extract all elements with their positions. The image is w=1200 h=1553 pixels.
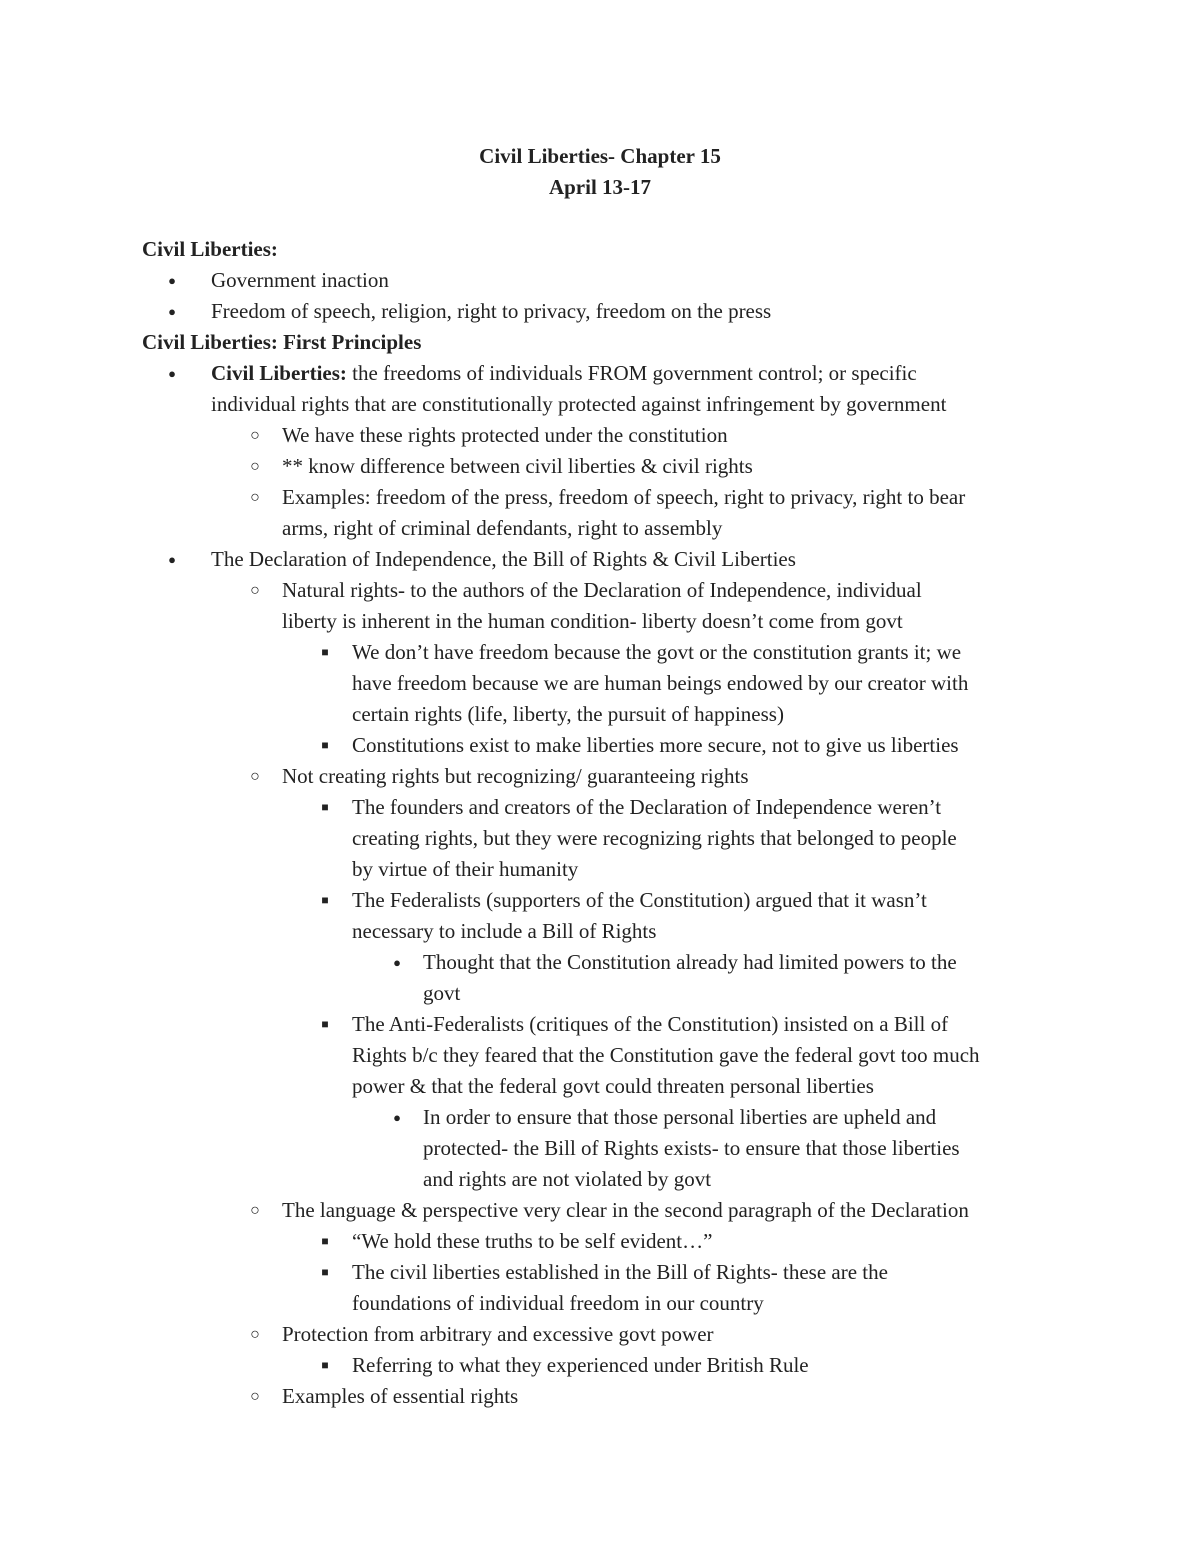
bullet-circle-icon: ○ <box>250 1326 260 1343</box>
list-item: The language & perspective very clear in the second paragraph of the Declaration <box>282 1198 969 1222</box>
bullet-square-icon: ■ <box>321 1358 329 1372</box>
list-item-continued: foundations of individual freedom in our country <box>352 1291 764 1315</box>
list-item: The Declaration of Independence, the Bill of Rights & Civil Liberties <box>211 547 796 571</box>
bullet-dot-icon: ● <box>168 304 176 319</box>
bullet-square-icon: ■ <box>321 1265 329 1279</box>
definition-item <box>211 358 917 389</box>
bullet-circle-icon: ○ <box>250 458 260 475</box>
list-item: We have these rights protected under the constitution <box>282 423 728 447</box>
list-item: The civil liberties established in the Bill of Rights- these are the <box>352 1260 888 1284</box>
bullet-circle-icon: ○ <box>250 1202 260 1219</box>
list-item-continued: power & that the federal govt could threaten personal liberties <box>352 1074 874 1098</box>
list-item-continued: Rights b/c they feared that the Constitution gave the federal govt too much <box>352 1043 980 1067</box>
definition-text-continued: individual rights that are constitutionally protected against infringement by government <box>211 392 947 416</box>
bullet-dot-icon: ● <box>393 955 401 970</box>
list-item: Natural rights- to the authors of the Declaration of Independence, individual <box>282 578 922 602</box>
bullet-circle-icon: ○ <box>250 1388 260 1405</box>
list-item-continued: certain rights (life, liberty, the pursuit of happiness) <box>352 702 784 726</box>
list-item: Constitutions exist to make liberties more secure, not to give us liberties <box>352 733 959 757</box>
bullet-circle-icon: ○ <box>250 582 260 599</box>
list-item: The founders and creators of the Declaration of Independence weren’t <box>352 795 942 819</box>
list-item: The Federalists (supporters of the Constitution) argued that it wasn’t <box>352 888 927 912</box>
page-title: Civil Liberties- Chapter 15 <box>479 144 721 168</box>
definition-text: the freedoms of individuals FROM government control; or specific <box>346 361 917 385</box>
list-item-continued: necessary to include a Bill of Rights <box>352 919 657 943</box>
list-item: Examples of essential rights <box>282 1384 519 1408</box>
list-item-continued: have freedom because we are human beings endowed by our creator with <box>352 671 969 695</box>
list-item: Government inaction <box>211 268 389 292</box>
list-item: Thought that the Constitution already had limited powers to the <box>423 950 957 974</box>
bullet-dot-icon: ● <box>393 1110 401 1125</box>
bullet-dot-icon: ● <box>168 273 176 288</box>
list-item: Protection from arbitrary and excessive govt power <box>282 1322 714 1346</box>
list-item-continued: creating rights, but they were recognizing rights that belonged to people <box>352 826 957 850</box>
definition-term: Civil Liberties: <box>211 361 347 385</box>
list-item: Not creating rights but recognizing/ guaranteeing rights <box>282 764 749 788</box>
list-item: ** know difference between civil liberties & civil rights <box>282 454 753 478</box>
page-date: April 13-17 <box>548 175 652 199</box>
bullet-dot-icon: ● <box>168 552 176 567</box>
bullet-circle-icon: ○ <box>250 768 260 785</box>
bullet-circle-icon: ○ <box>250 427 260 444</box>
bullet-square-icon: ■ <box>321 800 329 814</box>
list-item-continued: and rights are not violated by govt <box>423 1167 712 1191</box>
list-item-continued: govt <box>423 981 461 1005</box>
list-item-continued: by virtue of their humanity <box>352 857 579 881</box>
bullet-square-icon: ■ <box>321 1017 329 1031</box>
list-item: Referring to what they experienced under British Rule <box>352 1353 809 1377</box>
bullet-dot-icon: ● <box>168 366 176 381</box>
list-item: Examples: freedom of the press, freedom of speech, right to privacy, right to bear <box>282 485 966 509</box>
list-item-continued: arms, right of criminal defendants, right to assembly <box>282 516 723 540</box>
bullet-square-icon: ■ <box>321 893 329 907</box>
section-heading-civil-liberties: Civil Liberties: <box>142 237 278 261</box>
list-item: “We hold these truths to be self evident…” <box>352 1229 713 1253</box>
bullet-square-icon: ■ <box>321 645 329 659</box>
list-item: Freedom of speech, religion, right to privacy, freedom on the press <box>211 299 772 323</box>
list-item: The Anti-Federalists (critiques of the Constitution) insisted on a Bill of <box>352 1012 949 1036</box>
list-item: We don’t have freedom because the govt or the constitution grants it; we <box>352 640 962 664</box>
list-item-continued: liberty is inherent in the human condition- liberty doesn’t come from govt <box>282 609 903 633</box>
list-item: In order to ensure that those personal liberties are upheld and <box>423 1105 937 1129</box>
section-heading-first-principles: Civil Liberties: First Principles <box>142 330 422 354</box>
bullet-square-icon: ■ <box>321 738 329 752</box>
bullet-circle-icon: ○ <box>250 489 260 506</box>
bullet-square-icon: ■ <box>321 1234 329 1248</box>
list-item-continued: protected- the Bill of Rights exists- to ensure that those liberties <box>423 1136 960 1160</box>
